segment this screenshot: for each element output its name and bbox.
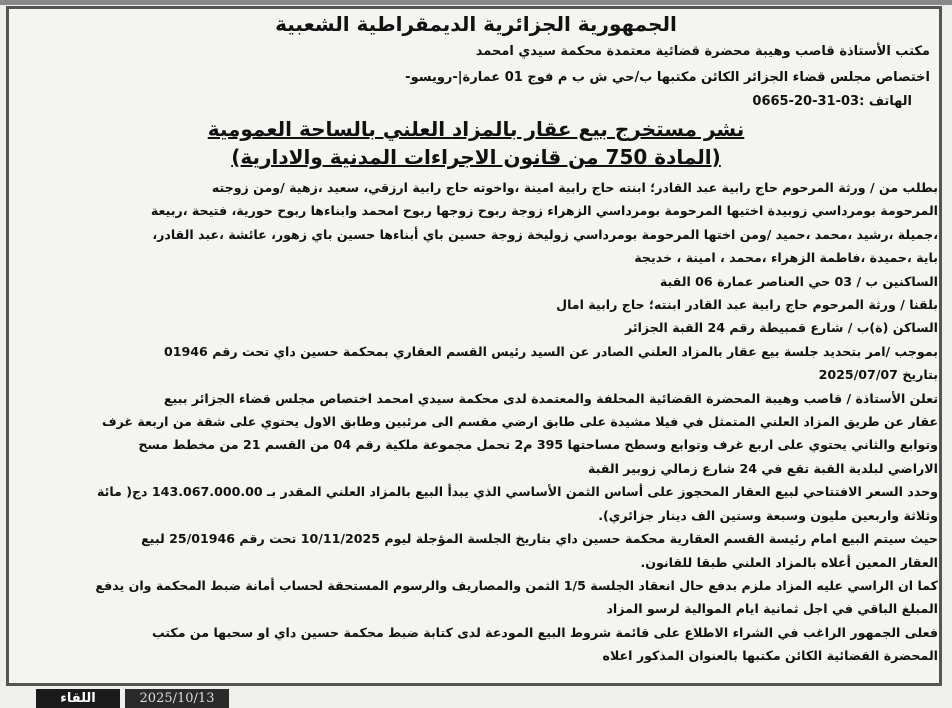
body-line: وثلاثة واربعين مليون وسبعة وستين الف دينار جزائري).	[598, 507, 938, 523]
body-line: الاراضي لبلدية القبة تقع في 24 شارع زمالي زوبير القبة	[588, 460, 938, 476]
body-line: وتوابع والثاني يحتوي على اربع غرف وتوابع وسطح مساحتها 395 م2 تحمل مجموعة ملكية رقم 04 من القسم 21 من مخطط مسح	[138, 437, 938, 453]
body-line: ،جميلة ،رشيد ،محمد ،حميد /ومن اختها المرحومة بومرداسي زوليخة زوجة حسين باي أبناءها حسين باي زهور، عائشة ،عبد القادر،	[152, 226, 938, 242]
notice-body	[14, 176, 938, 668]
body-line: عقار عن طريق المزاد العلني المتمثل في فيلا مشيدة على طابق ارضي مقسم الى مرئبين وطابق الاول يحتوي على شقة من اربعة غرف	[101, 414, 938, 430]
publication-date: 2025/10/13	[125, 689, 229, 708]
notice-headline: نشر مستخرج بيع عقار بالمزاد العلني بالساحة العمومية	[207, 117, 745, 141]
body-line: فعلى الجمهور الراغب في الشراء الاطلاع على قائمة شروط البيع المودعة لدى كتابة ضبط محكمة حسين داي او سحبها من مكتب	[151, 624, 938, 640]
body-line: كما ان الراسي عليه المزاد ملزم بدفع حال انعقاد الجلسة 1/5 الثمن والمصاريف والرسوم المستحقة لحساب أمانة ضبط المحكمة وان يدفع	[95, 577, 938, 593]
body-line: بموجب /امر بتحديد جلسة بيع عقار بالمزاد العلني الصادر عن السيد رئيس القسم العقاري بمحكمة حسين داي تحت رقم 01946	[163, 343, 938, 359]
body-line: المبلغ الباقي في اجل ثمانية ايام الموالية لرسو المزاد	[606, 601, 938, 617]
body-line: الساكن (ة)ب / شارع قمبيطة رقم 24 القبة الجزائر	[625, 320, 938, 336]
top-rule	[0, 0, 952, 5]
body-line: بطلب من / ورثة المرحوم حاج رابية عبد القادر؛ ابنته حاج رابية امينة ،واخوته حاج رابية ارزقي، سعيد ،زهية /ومن زوجته	[211, 180, 938, 195]
body-line: تعلن الأستاذة / قاصب وهيبة المحضرة القضائية المحلفة والمعتمدة لدى محكمة سيدي امحمد اختصاص مجلس قضاء الجزائر ببيع	[163, 390, 938, 406]
body-line: حيث سيتم البيع امام رئيسة القسم العقارية محكمة حسين داي بتاريخ الجلسة المؤجلة ليوم 10/11/2025 تحت رقم 25/01946 لبيع	[141, 531, 938, 547]
body-line: العقار المعين أعلاه بالمزاد العلني طبقا للقانون.	[640, 554, 938, 570]
newspaper-name-badge: اللقاء	[36, 689, 120, 708]
body-line: باية ،حميدة ،فاطمة الزهراء ،محمد ، امينة ، خديجة	[634, 250, 938, 266]
jurisdiction-line: اختصاص مجلس قضاء الجزائر الكائن مكتبها ب/حي ش ب م فوج 01 عمارة|-رويسو-	[405, 70, 930, 85]
body-line: وحدد السعر الافتتاحي لبيع العقار المحجوز على أساس الثمن الأساسي الذي يبدأ البيع بالمزاد العلني المقدر بـ 143.067.000.00 دج( مائة	[96, 484, 938, 500]
notice-subheadline: (المادة 750 من قانون الاجراءات المدنية والادارية)	[231, 145, 721, 169]
body-line: بتاريخ 2025/07/07	[818, 367, 938, 383]
body-line: بلقنا / ورثة المرحوم حاج رابية عبد القادر ابنته؛ حاج رابية امال	[556, 297, 938, 313]
republic-title: الجمهورية الجزائرية الديمقراطية الشعبية	[275, 12, 677, 36]
body-line: المرحومة بومرداسي زوبيدة اختيها المرحومة بومرداسي الزهراء زوجة ربوح زوجها ربوح امحمد وابناءها ربوح حورية، فتيحة ،ربيعة	[150, 203, 938, 219]
body-line: الساكنين ب / 03 حي العناصر عمارة 06 القبة	[659, 273, 938, 289]
phone-line: الهاتف :03-31-20-0665	[752, 94, 912, 109]
body-line: المحضرة القضائية الكائن مكتبها بالعنوان المذكور اعلاه	[602, 648, 938, 664]
office-line: مكتب الأستاذة قاصب وهيبة محضرة قضائية معتمدة محكمة سيدي امحمد	[475, 44, 930, 59]
